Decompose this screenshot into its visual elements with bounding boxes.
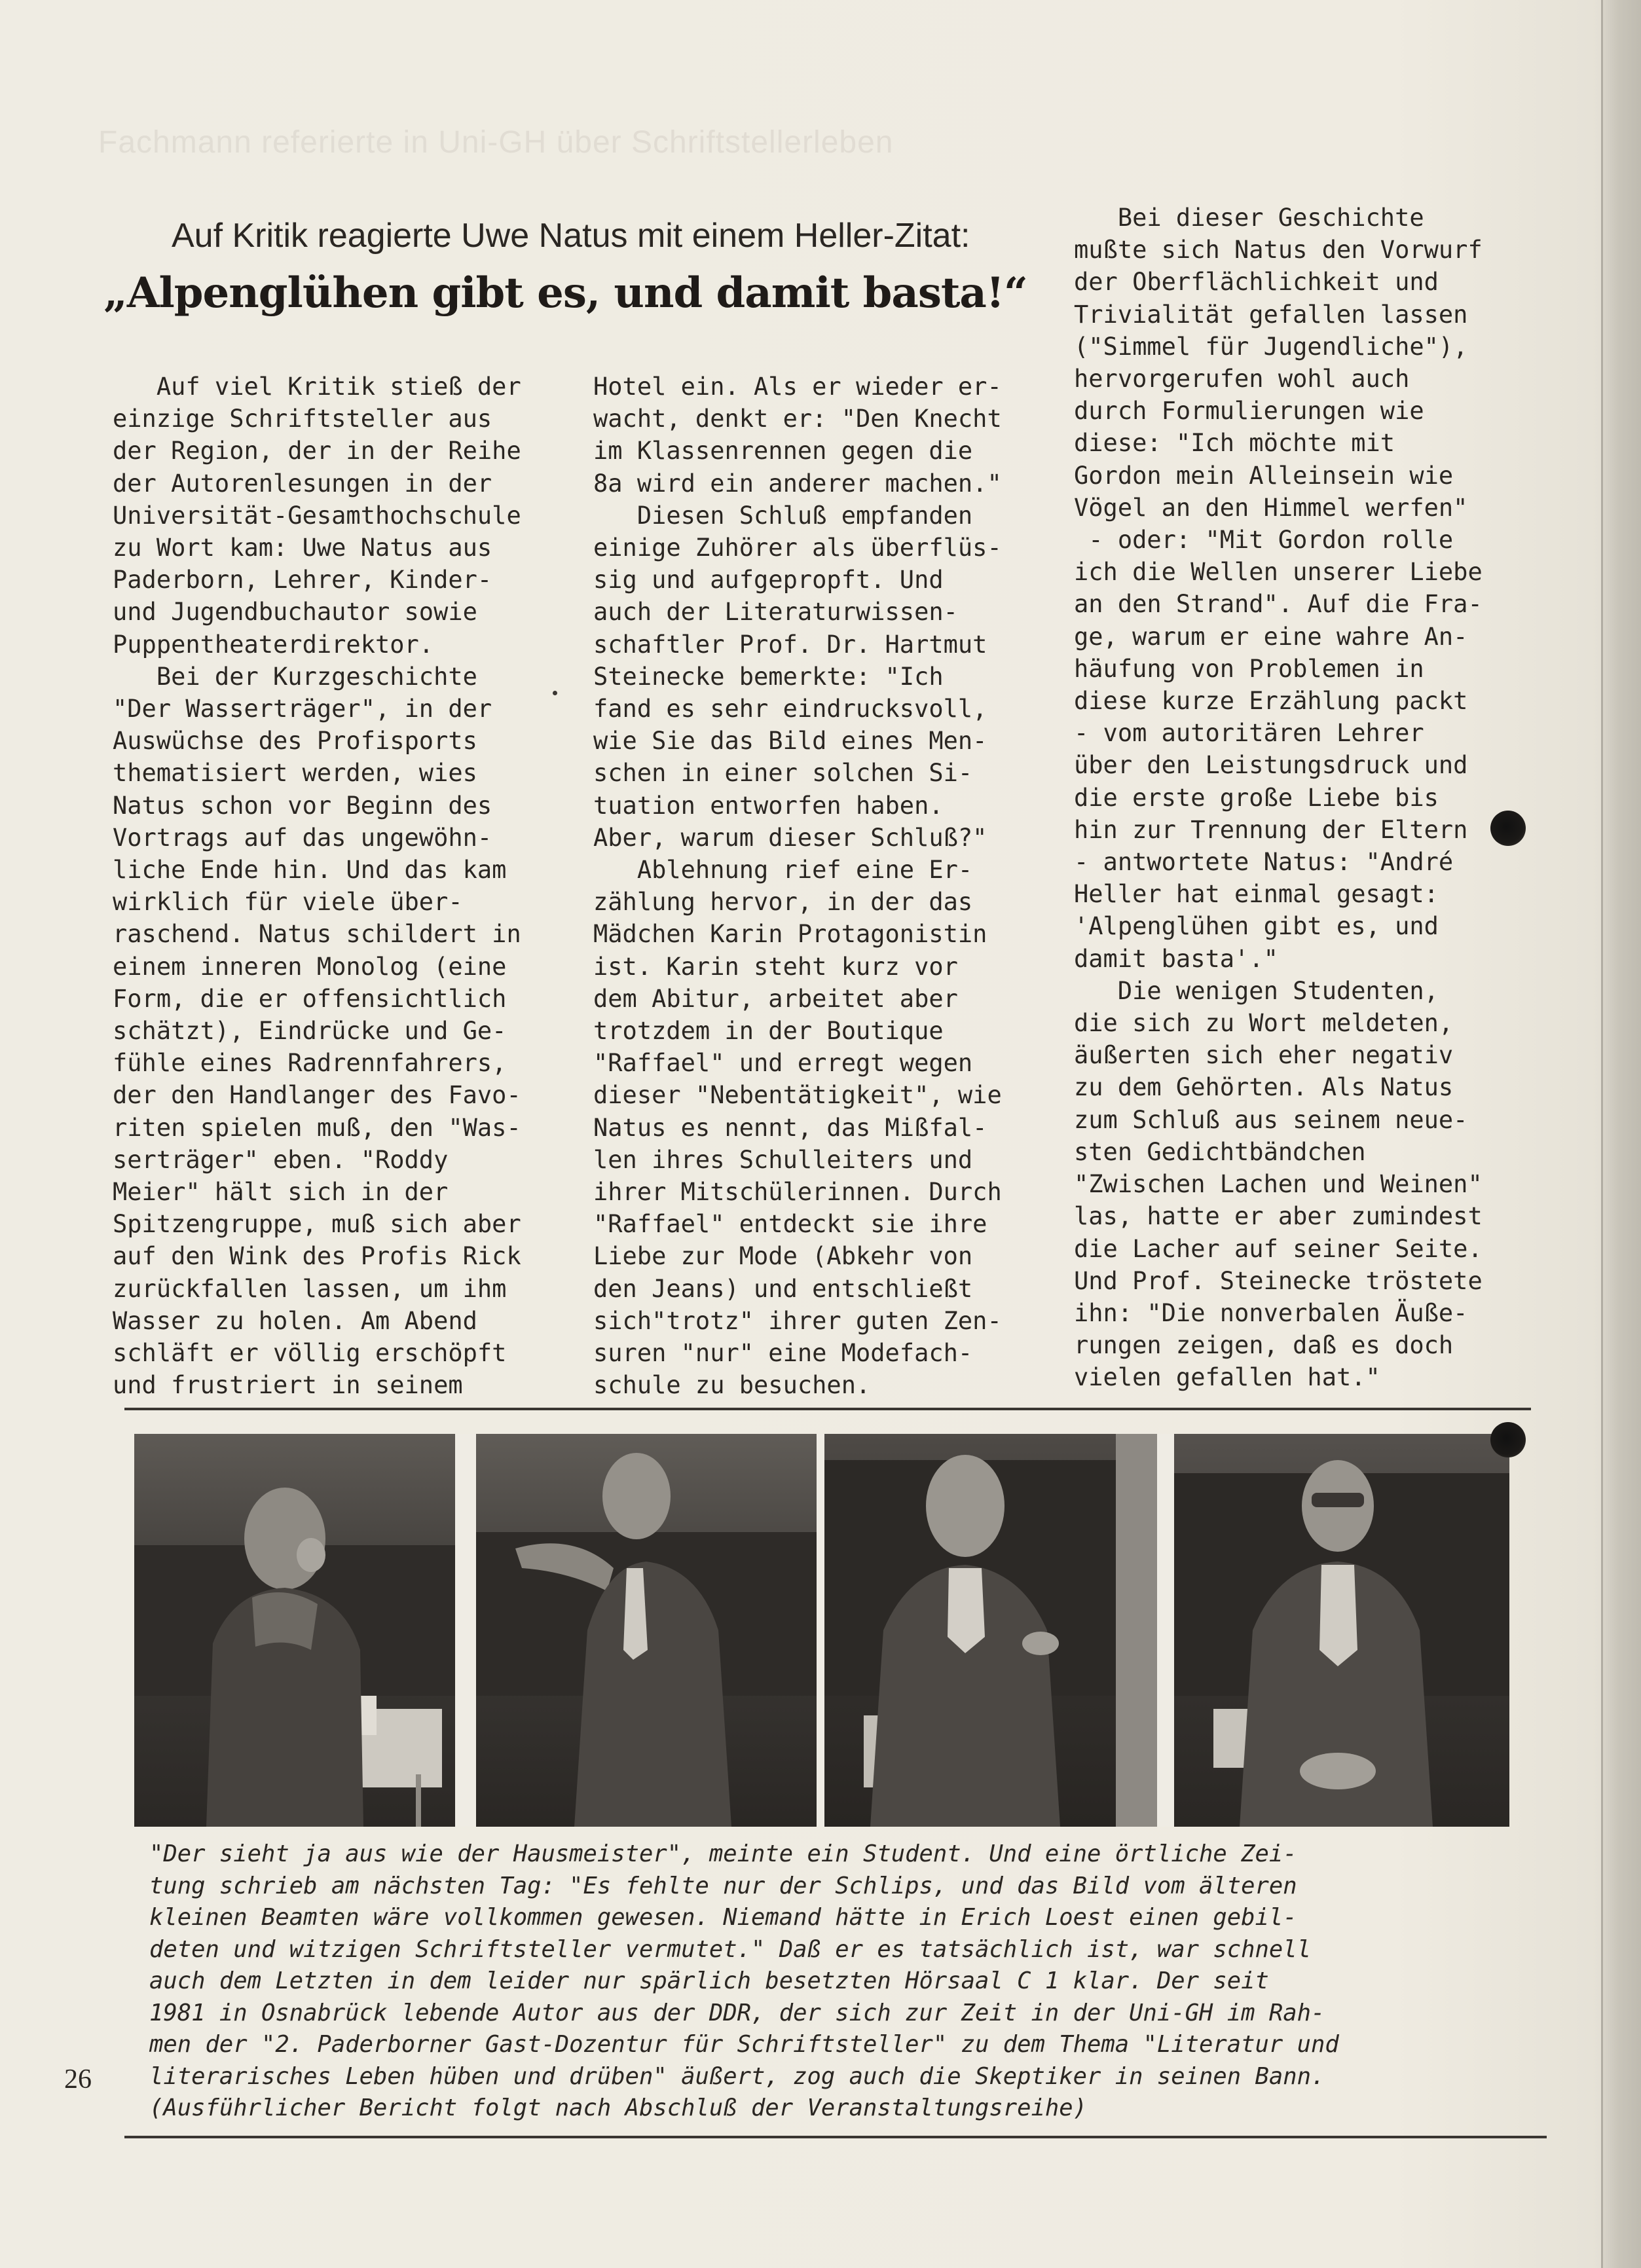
article-column-1: Auf viel Kritik stieß der einzige Schriftsteller aus der Region, der in der Reihe der Autorenlesungen in der Universität-Gesamthochschule zu Wort kam: Uwe Natus aus Paderborn, Lehrer, Kinder- und Jugendbuchautor sowie Puppentheaterdirektor. Bei der Kurzgeschichte "Der Wasserträger", in der Auswüchse des Profisports thematisiert werden, wies Natus schon vor Beginn des Vortrags auf das ungewöhn- liche Ende hin. Und das kam wirklich für viele über- raschend. Natus schildert in einem inneren Monolog (eine Form, die er offensichtlich schätzt), Eindrücke und Ge- fühle eines Radrennfahrers, der den Handlanger des Favo- riten spielen muß, den "Was- serträger" eben. "Roddy Meier" hält sich in der Spitzengruppe, muß sich aber auf den Wink des Profis Rick zurückfallen lassen, um ihm Wasser zu holen. Am Abend schläft er völlig erschöpft und frustriert in seinem [113, 373, 521, 1400]
photo-speaker-profile [134, 1434, 455, 1827]
bleed-through-text: Fachmann referierte in Uni-GH über Schriftstellerleben [98, 125, 894, 160]
punch-hole-lower [1490, 1422, 1526, 1457]
photo-caption: "Der sieht ja aus wie der Hausmeister", meinte ein Student. Und eine örtliche Zei- tung schrieb am nächsten Tag: "Es fehlte nur der Schlips, und das Bild vom älteren kleinen Beamten wäre vollkommen gewesen. Niemand hätte in Erich Loest einen gebil- deten und witzigen Schriftsteller vermutet." Daß er es tatsächlich ist, war schnell auch dem Letzten in dem leider nur spärlich besetzten Hörsaal C 1 klar. Der seit 1981 in Osnabrück lebende Autor aus der DDR, der sich zur Zeit in der Uni-GH im Rah- men der "2. Paderborner Gast-Dozentur für Schriftsteller" zu dem Thema "Literatur und literarisches Leben hüben und drüben" äußert, zog auch die Skeptiker in seinen Bann. (Ausführlicher Bericht folgt nach Abschluß der Veranstaltungsreihe) [149, 1840, 1339, 2121]
photo-speaker-hands-folded-image [1174, 1434, 1509, 1827]
photo-speaker-profile-image [134, 1434, 455, 1827]
photo-speaker-gesturing-image [476, 1434, 817, 1827]
photo-speaker-front [824, 1434, 1157, 1827]
article-headline: „Alpenglühen gibt es, und damit basta!“ [103, 268, 1027, 318]
article-column-3: Bei dieser Geschichte mußte sich Natus den Vorwurf der Oberflächlichkeit und Trivialität gefallen lassen ("Simmel für Jugendliche"), hervorgerufen wohl auch durch Formulierungen wie diese: "Ich möchte mit Gordon mein Alleinsein wie Vögel an den Himmel werfen" - oder: "Mit Gordon rolle ich die Wellen unserer Liebe an den Strand". Auf die Fra- ge, warum er eine wahre An- häufung von Problemen in diese kurze Erzählung packt - vom autoritären Lehrer über den Leistungsdruck und die erste große Liebe bis hin zur Trennung der Eltern - antwortete Natus: "André Heller hat einmal gesagt: 'Alpenglühen gibt es, und damit basta'." Die wenigen Studenten, die sich zu Wort meldeten, äußerten sich eher negativ zu dem Gehörten. Als Natus zum Schluß aus seinem neue- sten Gedichtbändchen "Zwischen Lachen und Weinen" las, hatte er aber zumindest die Lacher auf seiner Seite. Und Prof. Steinecke tröstete ihn: "Die nonverbalen Äuße- rungen zeigen, daß es doch vielen gefallen hat." [1074, 204, 1483, 1392]
photo-strip [134, 1434, 1509, 1827]
binding-edge [1601, 0, 1641, 2268]
photo-speaker-front-image [824, 1434, 1157, 1827]
photo-divider-rule [124, 1408, 1531, 1410]
photo-speaker-gesturing [476, 1434, 817, 1827]
photo-speaker-hands-folded [1174, 1434, 1509, 1827]
print-speck [553, 691, 557, 695]
article-column-2: Hotel ein. Als er wieder er- wacht, denkt er: "Den Knecht im Klassenrennen gegen die 8a wird ein anderer machen." Diesen Schluß empfanden einige Zuhörer als überflüs- sig und aufgepropft. Und auch der Literaturwissen- schaftler Prof. Dr. Hartmut Steinecke bemerkte: "Ich fand es sehr eindrucksvoll, wie Sie das Bild eines Men- schen in einer solchen Si- tuation entworfen haben. Aber, warum dieser Schluß?" Ablehnung rief eine Er- zählung hervor, in der das Mädchen Karin Protagonistin ist. Karin steht kurz vor dem Abitur, arbeitet aber trotzdem in der Boutique "Raffael" und erregt wegen dieser "Nebentätigkeit", wie Natus es nennt, das Mißfal- len ihres Schulleiters und ihrer Mitschülerinnen. Durch "Raffael" entdeckt sie ihre Liebe zur Mode (Abkehr von den Jeans) und entschließt sich"trotz" ihrer guten Zen- suren "nur" eine Modefach- schule zu besuchen. [593, 373, 1002, 1400]
article-kicker: Auf Kritik reagierte Uwe Natus mit einem Heller-Zitat: [172, 217, 970, 255]
punch-hole-upper [1490, 811, 1526, 846]
page-number: 26 [64, 2064, 92, 2094]
footer-rule [124, 2136, 1547, 2138]
